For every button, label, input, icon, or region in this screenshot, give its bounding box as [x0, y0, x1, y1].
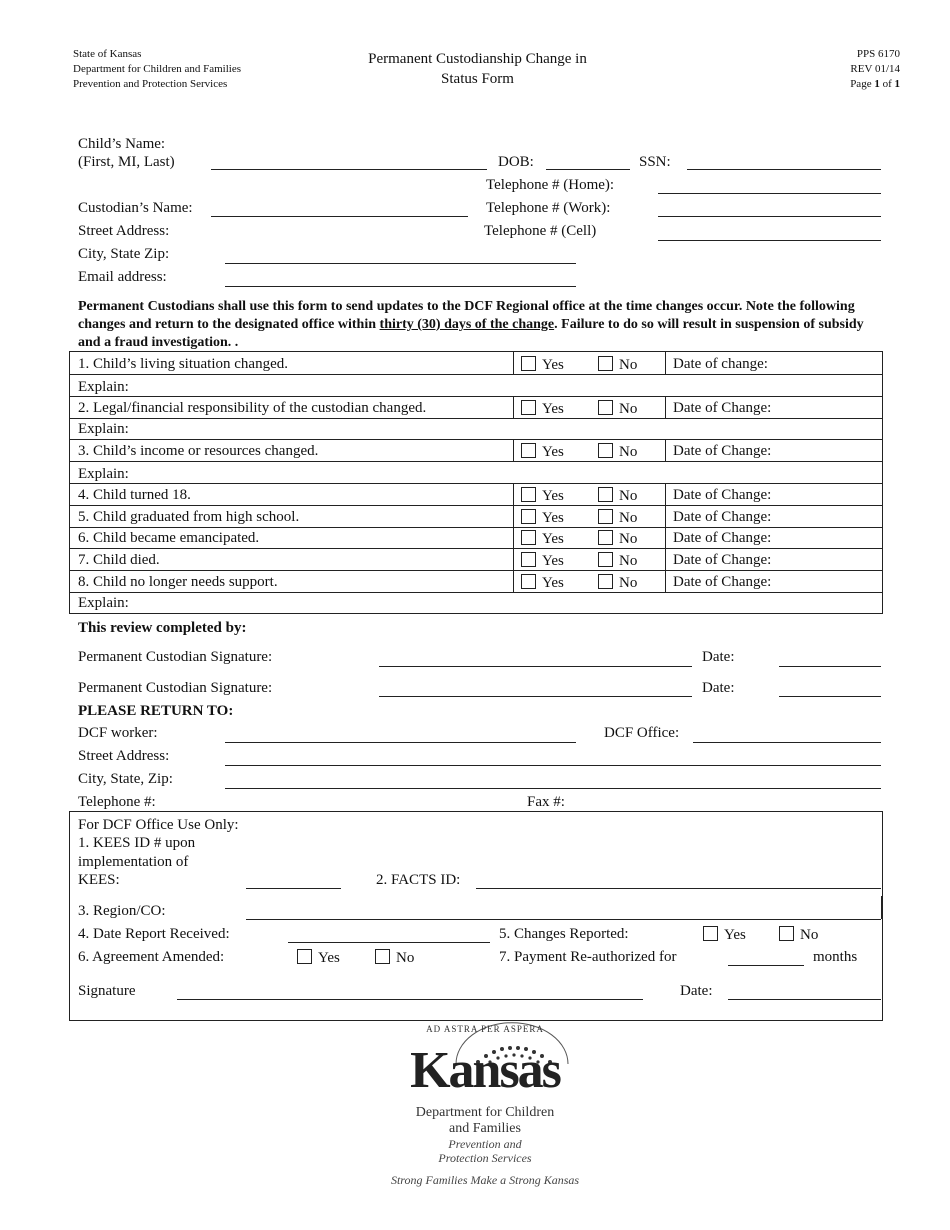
explain-2-label: Explain: — [78, 421, 129, 437]
dob-label: DOB: — [498, 154, 534, 170]
logo-motto: AD ASTRA PER ASPERA — [426, 1024, 544, 1034]
change-row-2-no[interactable]: No — [598, 400, 637, 418]
checkbox-icon[interactable] — [598, 530, 613, 545]
review-heading: This review completed by: — [78, 620, 247, 636]
change-row-5-no[interactable]: No — [598, 509, 637, 527]
signature-1-label: Permanent Custodian Signature: — [78, 649, 273, 665]
child-name-sublabel: (First, MI, Last) — [78, 154, 175, 170]
office-date-field[interactable] — [728, 999, 881, 1000]
logo-department: Department for Children and Families — [415, 1105, 555, 1136]
checkbox-icon[interactable] — [521, 400, 536, 415]
kees-label-line2: implementation of — [78, 854, 189, 870]
table-divider — [69, 527, 882, 528]
change-row-3-yes[interactable]: Yes — [521, 443, 564, 461]
table-divider — [69, 505, 882, 506]
date-received-field[interactable] — [288, 942, 490, 943]
email-field[interactable] — [225, 286, 576, 287]
checkbox-icon[interactable] — [521, 443, 536, 458]
checkbox-icon[interactable] — [297, 949, 312, 964]
dcf-office-field[interactable] — [693, 742, 881, 743]
return-heading: PLEASE RETURN TO: — [78, 703, 234, 719]
region-field-edge — [881, 896, 883, 919]
checkbox-icon[interactable] — [521, 552, 536, 567]
change-row-1-date: Date of change: — [673, 356, 768, 372]
custodian-name-label: Custodian’s Name: — [78, 200, 193, 216]
checkbox-icon[interactable] — [598, 509, 613, 524]
dcf-office-label: DCF Office: — [604, 725, 680, 741]
form-title — [340, 49, 615, 89]
table-col-divider — [665, 484, 666, 592]
ssn-field[interactable] — [687, 169, 881, 170]
checkbox-icon[interactable] — [703, 926, 718, 941]
checkbox-icon[interactable] — [521, 487, 536, 502]
kansas-dcf-logo — [360, 1016, 610, 1196]
form-title-line2: Status Form — [441, 71, 514, 87]
change-row-1-yes[interactable]: Yes — [521, 356, 564, 374]
checkbox-icon[interactable] — [521, 356, 536, 371]
ssn-label: SSN: — [639, 154, 671, 170]
kees-label-line3: KEES: — [78, 872, 120, 888]
change-row-3-no[interactable]: No — [598, 443, 637, 461]
change-row-4-no[interactable]: No — [598, 487, 637, 505]
facts-id-label: 2. FACTS ID: — [376, 872, 461, 888]
checkbox-icon[interactable] — [598, 487, 613, 502]
street-address-label: Street Address: — [78, 223, 170, 239]
tel-home-field[interactable] — [658, 193, 881, 194]
explain-3-label: Explain: — [78, 466, 129, 482]
header-agency — [73, 47, 241, 92]
agreement-amended-yes[interactable]: Yes — [297, 949, 340, 967]
table-divider — [69, 418, 882, 419]
custodian-name-field[interactable] — [211, 216, 468, 217]
signature-2-label: Permanent Custodian Signature: — [78, 680, 273, 696]
change-row-8-no[interactable]: No — [598, 574, 637, 592]
table-divider — [69, 374, 882, 375]
return-telephone-label: Telephone #: — [78, 794, 156, 810]
change-row-4-yes[interactable]: Yes — [521, 487, 564, 505]
logo-tagline: Strong Families Make a Strong Kansas — [390, 1173, 580, 1187]
instructions: Permanent Custodians shall use this form to send updates to the DCF Regional office at the time changes occur. Note the following changes and return to the designated office within thirty (30) days of the change. Failure to do so will result in suspension of subsidy and a fraud investigation. . — [78, 299, 864, 350]
return-city-field[interactable] — [225, 788, 881, 789]
checkbox-icon[interactable] — [521, 574, 536, 589]
change-row-2-date: Date of Change: — [673, 400, 772, 416]
change-row-8-yes[interactable]: Yes — [521, 574, 564, 592]
form-title-line1: Permanent Custodianship Change in — [368, 51, 587, 67]
change-row-5-date: Date of Change: — [673, 509, 772, 525]
change-row-5-yes[interactable]: Yes — [521, 509, 564, 527]
email-label: Email address: — [78, 269, 167, 285]
table-divider — [69, 396, 882, 397]
return-fax-label: Fax #: — [527, 794, 565, 810]
table-divider — [69, 483, 882, 484]
table-divider — [69, 439, 882, 440]
page-indicator: Page 1 of 1 — [850, 78, 900, 90]
child-name-field[interactable] — [211, 169, 487, 170]
payment-reauthorized-label: 7. Payment Re-authorized for — [499, 949, 677, 965]
dob-field[interactable] — [546, 169, 630, 170]
city-state-zip-field[interactable] — [225, 263, 576, 264]
agreement-amended-no[interactable]: No — [375, 949, 414, 967]
form-meta — [850, 47, 900, 92]
return-street-label: Street Address: — [78, 748, 170, 764]
table-divider — [69, 461, 882, 462]
office-signature-label: Signature — [78, 983, 136, 999]
office-signature-field[interactable] — [177, 999, 643, 1000]
tel-cell-label: Telephone # (Cell) — [484, 223, 597, 239]
table-divider — [69, 570, 882, 571]
checkbox-icon[interactable] — [598, 552, 613, 567]
checkbox-icon[interactable] — [598, 400, 613, 415]
tel-home-label: Telephone # (Home): — [486, 177, 615, 193]
change-row-7-date: Date of Change: — [673, 552, 772, 568]
header-division: Prevention and Protection Services — [73, 78, 228, 90]
kees-label-line1: 1. KEES ID # upon — [78, 835, 196, 851]
explain-1-label: Explain: — [78, 379, 129, 395]
table-divider — [69, 548, 882, 549]
signature-1-field[interactable] — [379, 666, 692, 667]
dcf-worker-field[interactable] — [225, 742, 576, 743]
office-date-label: Date: — [680, 983, 713, 999]
change-row-4-date: Date of Change: — [673, 487, 772, 503]
checkbox-icon[interactable] — [779, 926, 794, 941]
region-field[interactable] — [246, 919, 881, 920]
months-label: months — [813, 949, 858, 965]
change-row-7-no[interactable]: No — [598, 552, 637, 570]
change-row-4-text: 4. Child turned 18. — [78, 487, 191, 503]
signature-1-date-label: Date: — [702, 649, 735, 665]
return-city-label: City, State, Zip: — [78, 771, 173, 787]
changes-reported-no[interactable]: No — [779, 926, 818, 944]
change-row-6-no[interactable]: No — [598, 530, 637, 548]
change-row-5-text: 5. Child graduated from high school. — [78, 509, 300, 525]
change-row-6-text: 6. Child became emancipated. — [78, 530, 260, 546]
facts-id-field[interactable] — [476, 888, 881, 889]
kees-id-field[interactable] — [246, 888, 341, 889]
change-row-8-date: Date of Change: — [673, 574, 772, 590]
checkbox-icon[interactable] — [375, 949, 390, 964]
logo-state-name: Kansas — [410, 1042, 560, 1099]
signature-2-date-label: Date: — [702, 680, 735, 696]
header-department: Department for Children and Families — [73, 63, 242, 75]
child-name-label: Child’s Name: — [78, 136, 166, 152]
checkbox-icon[interactable] — [521, 509, 536, 524]
change-row-2-text: 2. Legal/financial responsibility of the custodian changed. — [78, 400, 427, 416]
payment-months-field[interactable] — [728, 965, 804, 966]
change-row-7-text: 7. Child died. — [78, 552, 160, 568]
signature-2-field[interactable] — [379, 696, 692, 697]
checkbox-icon[interactable] — [598, 574, 613, 589]
form-revision: REV 01/14 — [850, 63, 900, 75]
tel-work-field[interactable] — [658, 216, 881, 217]
change-row-3-text: 3. Child’s income or resources changed. — [78, 443, 319, 459]
signature-2-date-field[interactable] — [779, 696, 881, 697]
table-col-divider — [665, 352, 666, 374]
table-col-divider — [513, 440, 514, 461]
checkbox-icon[interactable] — [598, 443, 613, 458]
change-row-8-text: 8. Child no longer needs support. — [78, 574, 278, 590]
form-number: PPS 6170 — [856, 48, 900, 60]
return-street-field[interactable] — [225, 765, 881, 766]
change-row-1-text: 1. Child’s living situation changed. — [78, 356, 288, 372]
tel-cell-field[interactable] — [658, 240, 881, 241]
change-row-6-yes[interactable]: Yes — [521, 530, 564, 548]
table-col-divider — [665, 440, 666, 461]
region-label: 3. Region/CO: — [78, 903, 166, 919]
city-state-zip-label: City, State Zip: — [78, 246, 170, 262]
checkbox-icon[interactable] — [598, 356, 613, 371]
checkbox-icon[interactable] — [521, 530, 536, 545]
logo-division: Prevention and Protection Services — [438, 1137, 532, 1165]
table-divider — [69, 592, 882, 593]
change-row-6-date: Date of Change: — [673, 530, 772, 546]
change-row-3-date: Date of Change: — [673, 443, 772, 459]
agreement-amended-label: 6. Agreement Amended: — [78, 949, 225, 965]
table-col-divider — [665, 397, 666, 418]
table-col-divider — [513, 397, 514, 418]
explain-8-label: Explain: — [78, 595, 129, 611]
changes-reported-yes[interactable]: Yes — [703, 926, 746, 944]
dcf-worker-label: DCF worker: — [78, 725, 158, 741]
table-col-divider — [513, 484, 514, 592]
signature-1-date-field[interactable] — [779, 666, 881, 667]
deadline-text: thirty (30) days of the change — [379, 317, 555, 332]
change-row-2-yes[interactable]: Yes — [521, 400, 564, 418]
header-state: State of Kansas — [73, 48, 142, 60]
changes-reported-label: 5. Changes Reported: — [499, 926, 629, 942]
change-row-7-yes[interactable]: Yes — [521, 552, 564, 570]
change-row-1-no[interactable]: No — [598, 356, 637, 374]
tel-work-label: Telephone # (Work): — [486, 200, 611, 216]
date-received-label: 4. Date Report Received: — [78, 926, 230, 942]
office-use-heading: For DCF Office Use Only: — [78, 817, 239, 833]
table-col-divider — [513, 352, 514, 374]
